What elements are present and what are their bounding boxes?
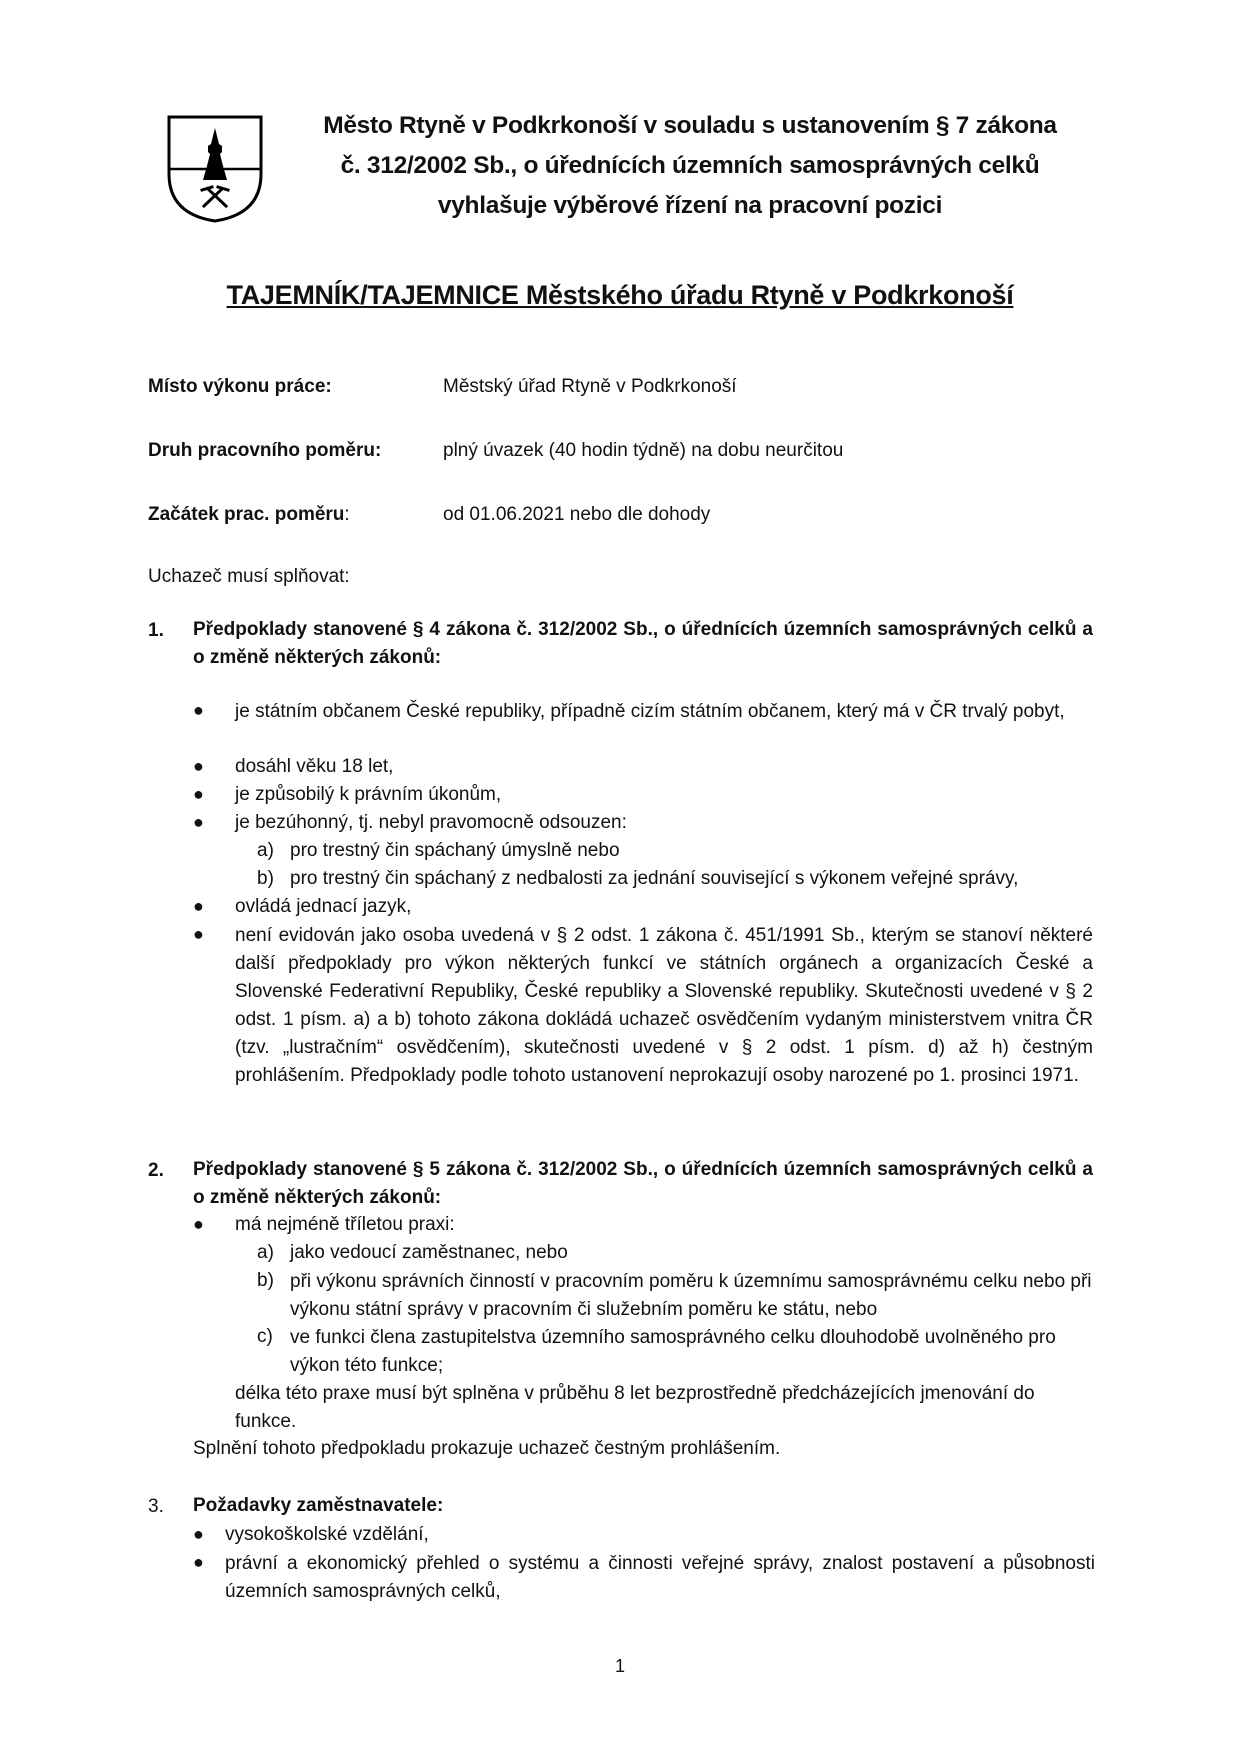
section-heading: Předpoklady stanovené § 5 zákona č. 312/2002 Sb., o úřednících územních samosprávných celků a o změně některých zákonů: <box>193 1159 1093 1208</box>
position-title: TAJEMNÍK/TAJEMNICE Městského úřadu Rtyně v Podkrkonoší <box>226 280 1014 310</box>
section-heading: Požadavky zaměstnavatele: <box>193 1495 444 1516</box>
list-item: není evidován jako osoba uvedená v § 2 odst. 1 zákona č. 451/1991 Sb., kterým se stanoví některé další předpoklady pro výkon některých funkcí ve státních orgánech a organizacích České a Slovenské Federativní Republiky, České republiky a Slovenské republiky. Skutečnosti uvedené v § 2 odst. 1 písm. a) a b) tohoto zákona dokládá uchazeč osvědčením vydaným ministerstvem vnitra ČR (tzv. „lustračním“ osvědčením), skutečnosti uvedené v § 2 odst. 1 písm. d) až h) čestným prohlášením. Předpoklady podle tohoto ustanovení neprokazují osoby narozené po 1. prosinci 1971. <box>235 925 1093 1086</box>
list-item: právní a ekonomický přehled o systému a činnosti veřejné správy, znalost postavení a působnosti územních samosprávných celků, <box>225 1553 1095 1602</box>
section-number: 1. <box>148 620 164 641</box>
subitem-text: pro trestný čin spáchaný z nedbalosti za jednání související s výkonem veřejné správy, <box>290 868 1019 889</box>
field-label-suffix: : <box>344 504 350 525</box>
subitem-text: ve funkci člena zastupitelstva územního samosprávného celku dlouhodobě uvolněného pro výkon této funkce; <box>290 1327 1056 1376</box>
field-value: plný úvazek (40 hodin týdně) na dobu neurčitou <box>443 440 844 461</box>
bullet-icon: ● <box>193 756 204 776</box>
list-item: je bezúhonný, tj. nebyl pravomocně odsouzen: <box>235 812 627 833</box>
practice-note: délka této praxe musí být splněna v průběhu 8 let bezprostředně předcházejících jmenování do funkce. <box>235 1383 1035 1432</box>
document-header <box>280 106 1100 226</box>
list-item: má nejméně tříletou praxi: <box>235 1214 455 1235</box>
list-item: je způsobilý k právním úkonům, <box>235 784 502 805</box>
subitem-marker: c) <box>257 1326 273 1347</box>
list-item: ovládá jednací jazyk, <box>235 896 412 917</box>
field-label: Druh pracovního poměru: <box>148 440 382 461</box>
bullet-icon: ● <box>193 812 204 832</box>
section-number: 3. <box>148 1496 164 1517</box>
bullet-icon: ● <box>193 1552 204 1572</box>
subitem-marker: b) <box>257 868 274 889</box>
coat-of-arms-icon <box>166 114 264 224</box>
subitem-text: při výkonu správních činností v pracovním poměru k územnímu samosprávnému celku nebo při výkonu státní správy v pracovním či služebním poměru ke státu, nebo <box>290 1271 1092 1320</box>
bullet-icon: ● <box>193 1214 204 1234</box>
field-value: Městský úřad Rtyně v Podkrkonoší <box>443 376 737 397</box>
field-value: od 01.06.2021 nebo dle dohody <box>443 504 711 525</box>
subitem-marker: a) <box>257 1242 274 1263</box>
bullet-icon: ● <box>193 1524 204 1544</box>
field-label-wrap <box>148 504 350 526</box>
bullet-icon: ● <box>193 700 204 720</box>
list-item: je státním občanem České republiky, případně cizím státním občanem, který má v ČR trvalý pobyt, <box>235 701 1065 722</box>
subitem-marker: a) <box>257 840 274 861</box>
proof-note: Splnění tohoto předpokladu prokazuje uchazeč čestným prohlášením. <box>193 1438 781 1459</box>
subitem-text: pro trestný čin spáchaný úmyslně nebo <box>290 840 620 861</box>
page-number: 1 <box>614 1656 625 1676</box>
bullet-icon: ● <box>193 896 204 916</box>
bullet-icon: ● <box>193 924 204 944</box>
list-item: vysokoškolské vzdělání, <box>225 1524 429 1545</box>
list-item: dosáhl věku 18 let, <box>235 756 394 777</box>
section-number: 2. <box>148 1160 164 1181</box>
section-heading: Předpoklady stanovené § 4 zákona č. 312/2002 Sb., o úřednících územních samosprávných celků a o změně některých zákonů: <box>193 619 1093 668</box>
requirements-intro: Uchazeč musí splňovat: <box>148 566 350 587</box>
header-line: č. 312/2002 Sb., o úřednících územních samosprávných celků <box>340 152 1040 179</box>
subitem-text: jako vedoucí zaměstnanec, nebo <box>290 1242 568 1263</box>
field-label: Začátek prac. poměru <box>148 504 345 525</box>
bullet-icon: ● <box>193 784 204 804</box>
subitem-marker: b) <box>257 1270 274 1291</box>
header-line: vyhlašuje výběrové řízení na pracovní pozici <box>437 192 943 219</box>
field-label: Místo výkonu práce: <box>148 376 332 397</box>
header-line: Město Rtyně v Podkrkonoší v souladu s ustanovením § 7 zákona <box>323 112 1057 139</box>
